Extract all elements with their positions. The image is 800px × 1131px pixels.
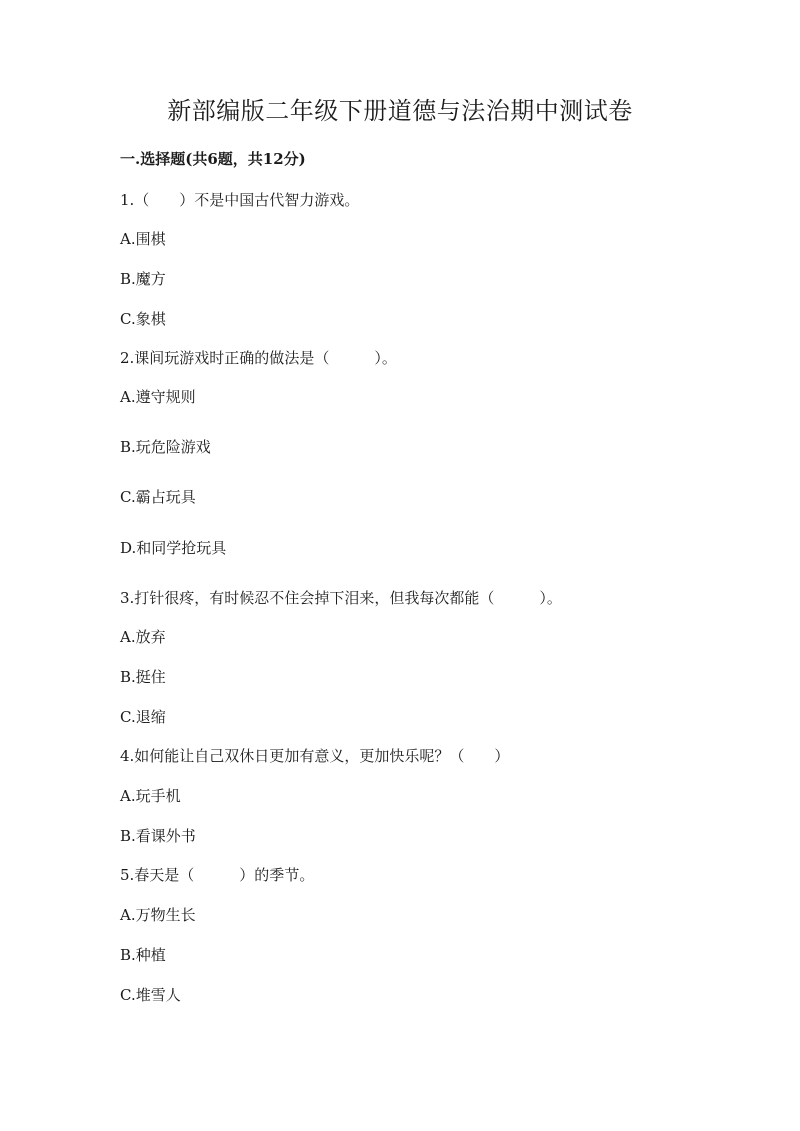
answer-option[interactable]: A.围棋 (120, 230, 166, 248)
answer-option[interactable]: C.堆雪人 (120, 986, 181, 1004)
answer-option[interactable]: C.霸占玩具 (120, 488, 196, 506)
answer-option[interactable]: C.象棋 (120, 310, 166, 328)
answer-option[interactable]: B.挺住 (120, 668, 166, 686)
page-title: 新部编版二年级下册道德与法治期中测试卷 (167, 97, 633, 125)
answer-option[interactable]: B.看课外书 (120, 827, 196, 845)
question-stem: 2.课间玩游戏时正确的做法是（ ）。 (120, 349, 397, 367)
section-heading: 一.选择题(共6题，共12分) (120, 150, 306, 168)
question-stem: 4.如何能让自己双休日更加有意义，更加快乐呢？（ ） (120, 747, 510, 765)
answer-option[interactable]: A.放弃 (120, 628, 166, 646)
answer-option[interactable]: A.万物生长 (120, 906, 196, 924)
answer-option[interactable]: C.退缩 (120, 708, 166, 726)
answer-option[interactable]: B.魔方 (120, 270, 166, 288)
answer-option[interactable]: B.玩危险游戏 (120, 438, 211, 456)
question-stem: 3.打针很疼，有时候忍不住会掉下泪来，但我每次都能（ ）。 (120, 589, 562, 607)
question-stem: 1.（ ）不是中国古代智力游戏。 (120, 191, 360, 209)
answer-option[interactable]: B.种植 (120, 946, 166, 964)
answer-option[interactable]: D.和同学抢玩具 (120, 539, 227, 557)
answer-option[interactable]: A.遵守规则 (120, 388, 196, 406)
answer-option[interactable]: A.玩手机 (120, 787, 181, 805)
question-stem: 5.春天是（ ）的季节。 (120, 866, 315, 884)
